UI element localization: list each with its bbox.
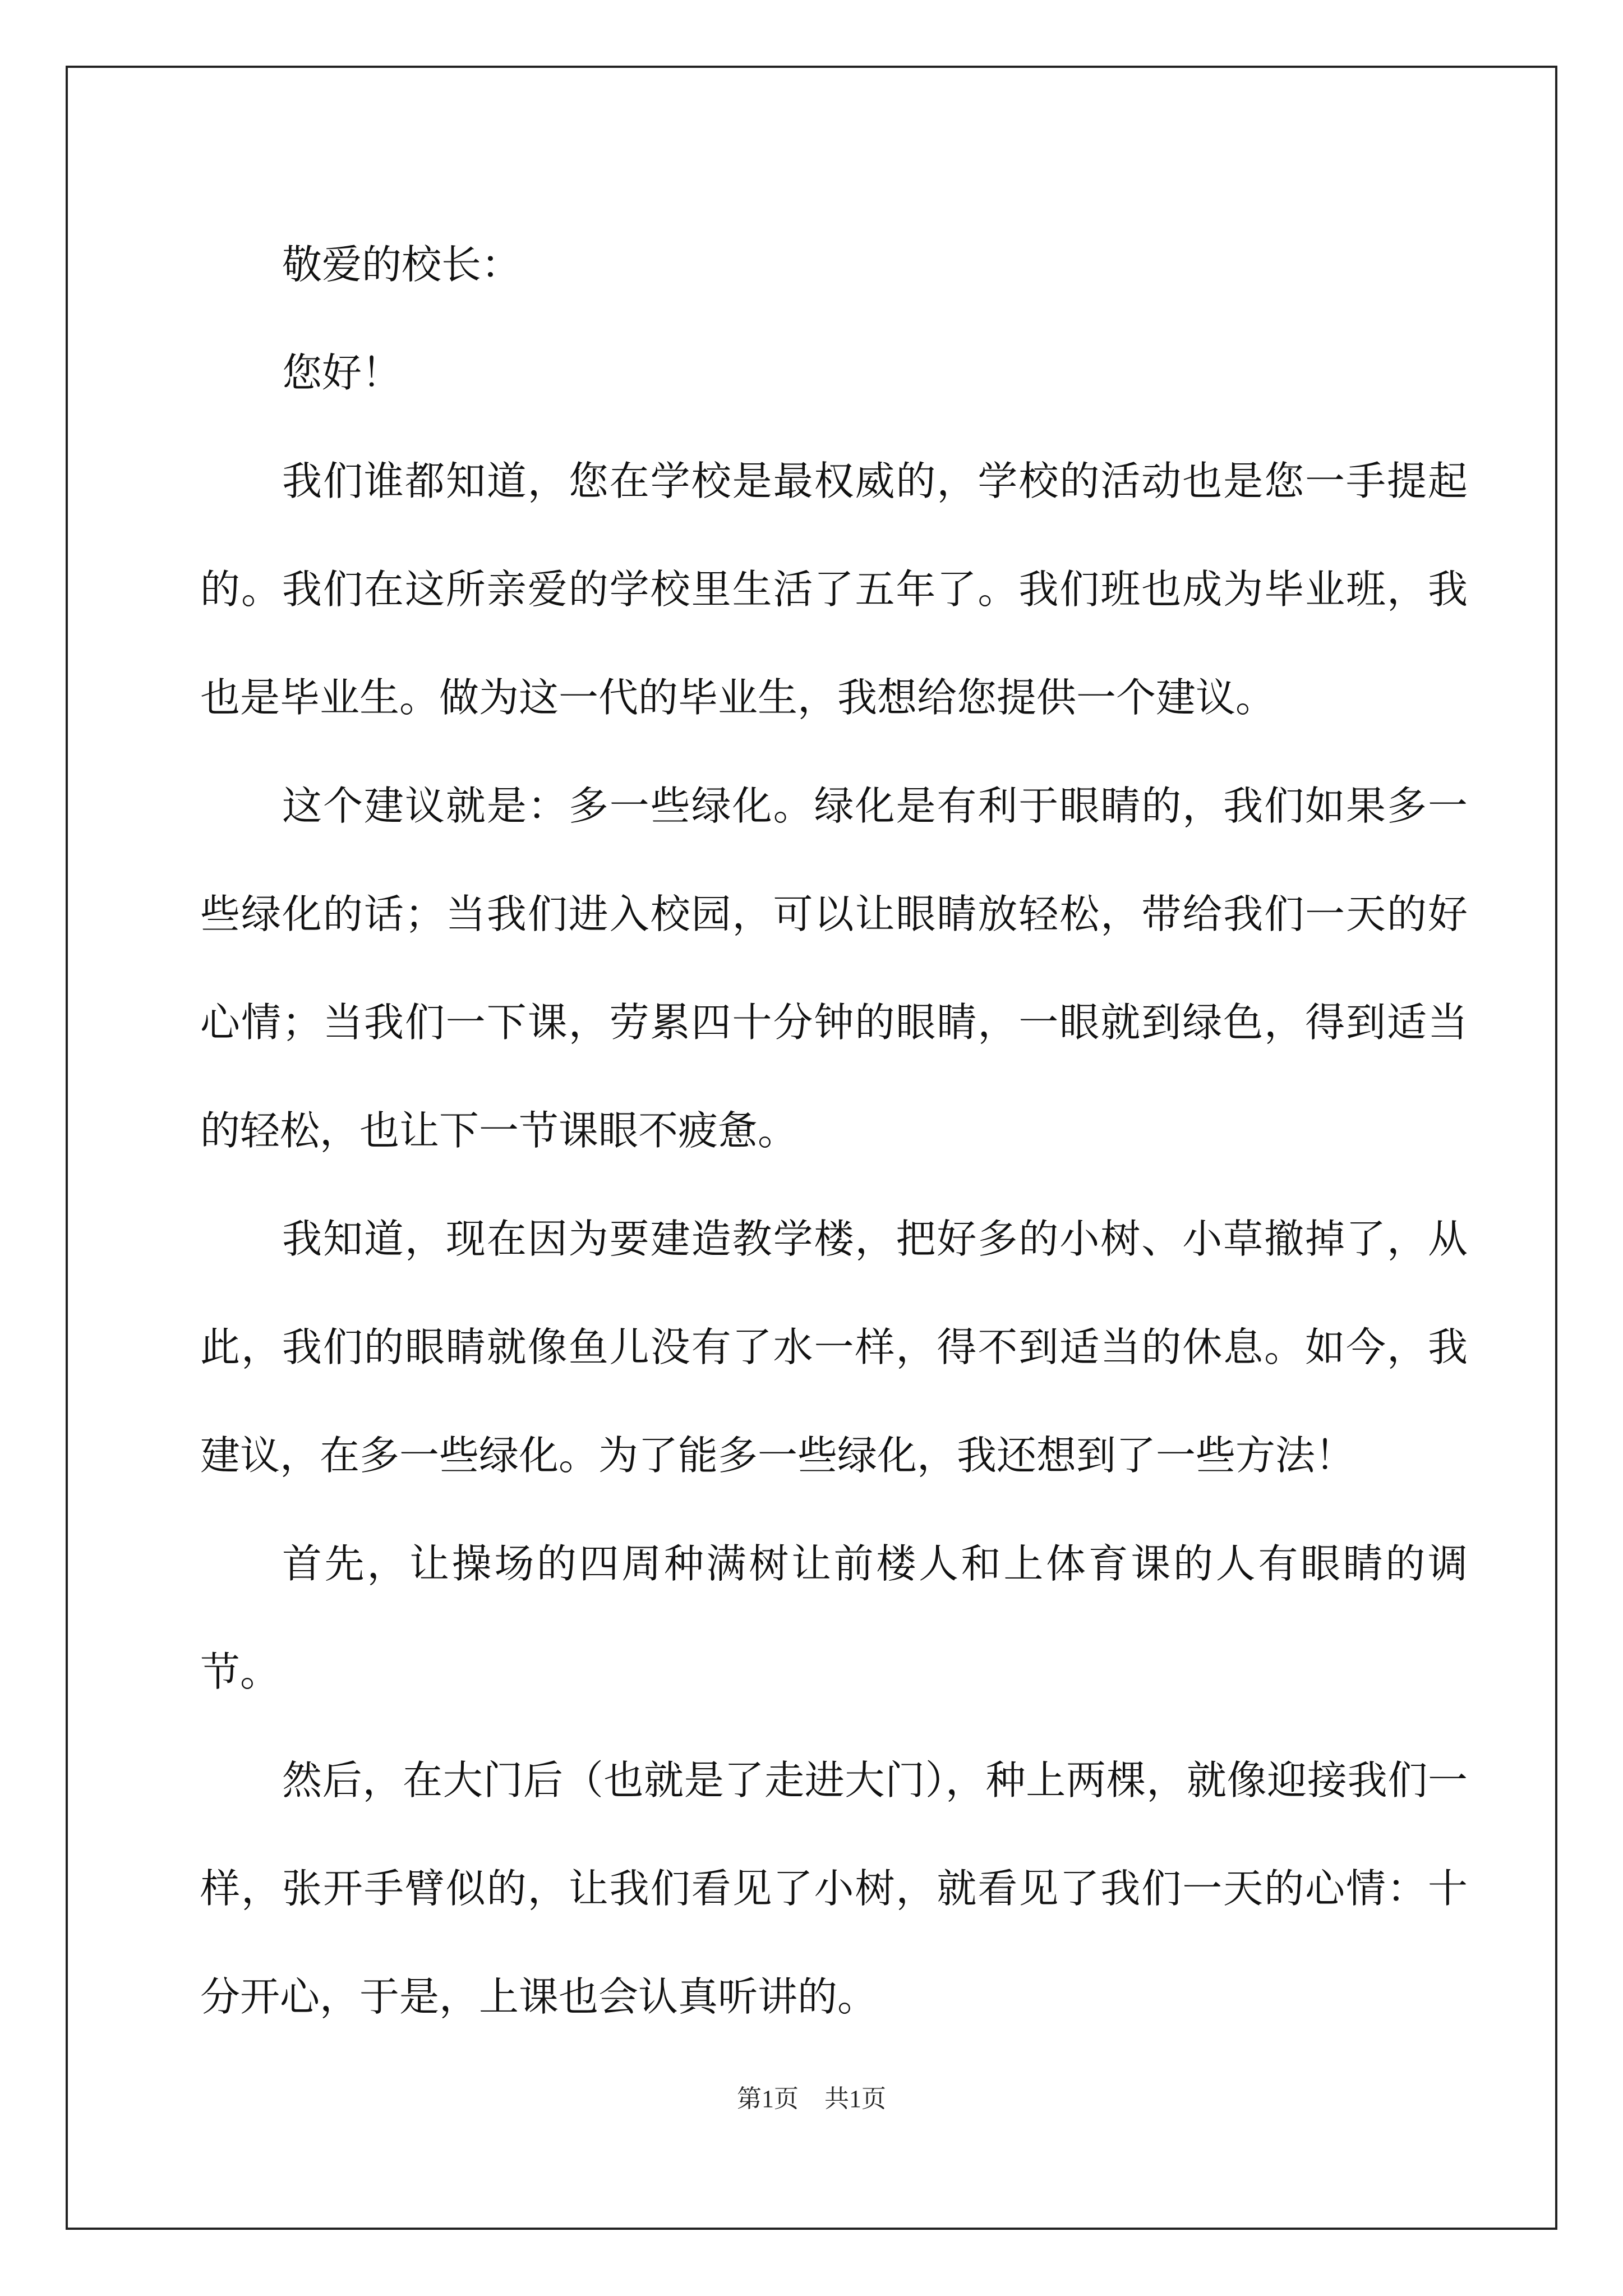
greeting: 您好！ — [282, 349, 402, 396]
page-footer — [0, 2078, 1623, 2114]
salutation: 敬爱的校长： — [282, 241, 522, 288]
paragraph: 这个建议就是：多一些绿化。绿化是有利于眼睛的，我们如果多一些绿化的话；当我们进入校园，可以让眼睛放轻松，带给我们一天的好心情；当我们一下课，劳累四十分钟的眼睛，一眼就到绿色，得到适当的轻松，也让下一节课眼不疲惫。 — [200, 783, 1468, 1154]
paragraph: 然后，在大门后（也就是了走进大门），种上两棵，就像迎接我们一样，张开手臂似的，让我们看见了小树，就看见了我们一天的心情：十分开心，于是，上课也会认真听讲的。 — [200, 1757, 1468, 2020]
paragraph: 我知道，现在因为要建造教学楼，把好多的小树、小草撤掉了，从此，我们的眼睛就像鱼儿没有了水一样，得不到适当的休息。如今，我建议，在多一些绿化。为了能多一些绿化，我还想到了一些方法！ — [200, 1216, 1468, 1479]
letter-body — [200, 210, 1468, 2051]
paragraph: 我们谁都知道，您在学校是最权威的，学校的活动也是您一手提起的。我们在这所亲爱的学校里生活了五年了。我们班也成为毕业班，我也是毕业生。做为这一代的毕业生，我想给您提供一个建议。 — [200, 458, 1468, 721]
page-number-current: 第1页 — [737, 2085, 799, 2113]
paragraph: 首先，让操场的四周种满树让前楼人和上体育课的人有眼睛的调节。 — [200, 1540, 1468, 1695]
page-number-total: 共1页 — [824, 2085, 886, 2113]
